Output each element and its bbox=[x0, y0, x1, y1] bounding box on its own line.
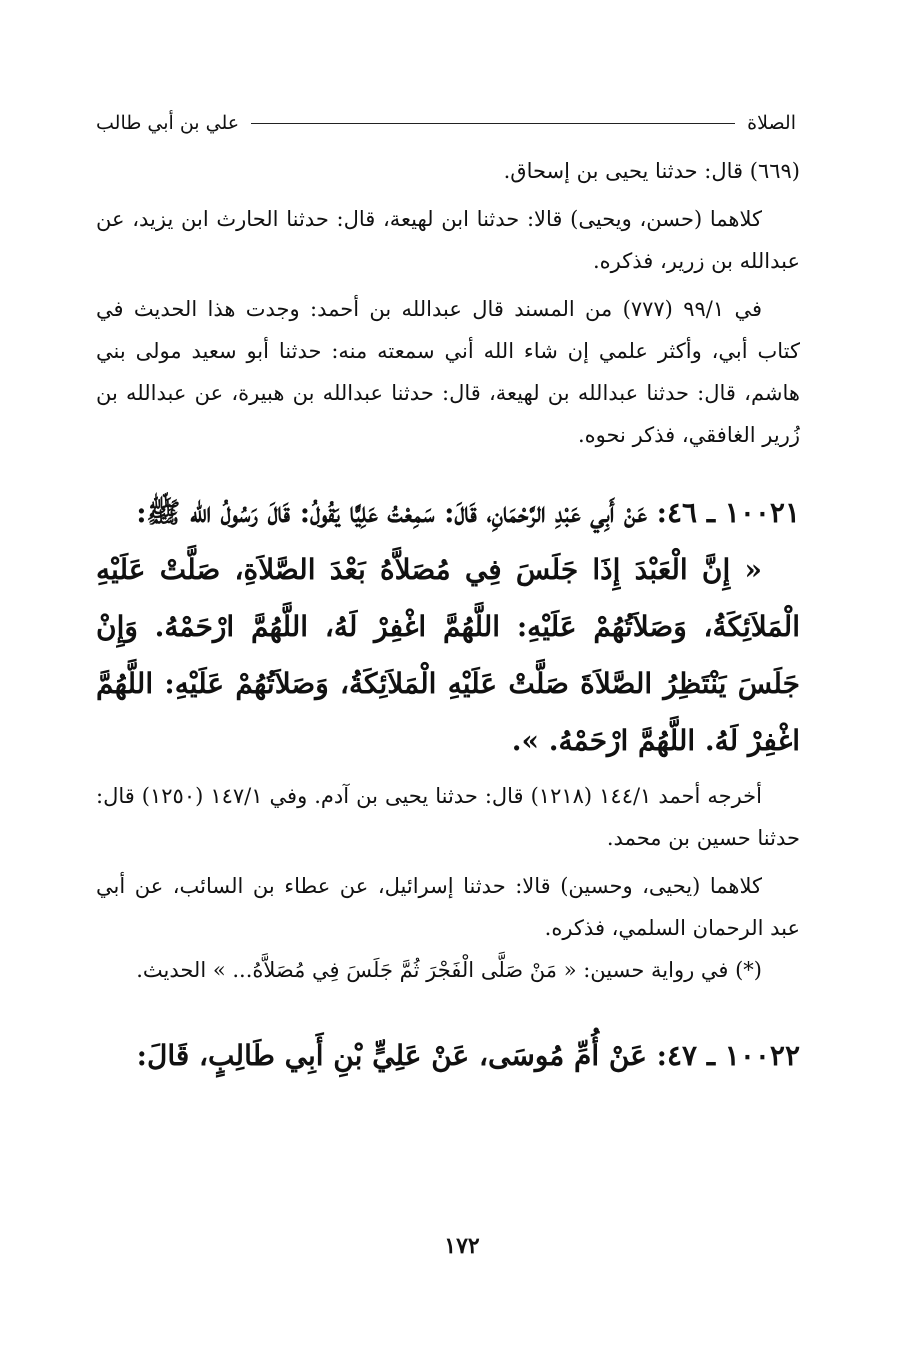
hadith-heading-46: ١٠٠٢١ ـ ٤٦: عَنْ أَبِي عَبْدِ الرَّحْمَانِ، قَالَ: سَمِعْتُ عَلِيًّا يَقُولُ: قَالَ رَسُولُ الله ﷺ: bbox=[136, 496, 800, 529]
header-rule bbox=[251, 123, 735, 124]
variant-note-paragraph: (*) في رواية حسين: « مَنْ صَلَّى الْفَجْرَ ثُمَّ جَلَسَ فِي مُصَلاَّهُ... » الحديث. bbox=[136, 958, 762, 982]
page-number: ١٧٢ bbox=[444, 1233, 480, 1259]
citation-line: (٦٦٩) قال: حدثنا يحيى بن إسحاق. bbox=[503, 159, 800, 183]
hadith-heading-47: ١٠٠٢٢ ـ ٤٧: عَنْ أُمِّ مُوسَى، عَنْ عَلِيٍّ بْنِ أَبِي طَالِبٍ، قَالَ: bbox=[136, 1039, 800, 1072]
hadith-text-46: « إِنَّ الْعَبْدَ إِذَا جَلَسَ فِي مُصَلاَّهُ بَعْدَ الصَّلاَةِ، صَلَّتْ عَلَيْهِ الْمَلاَئِكَةُ، وَصَلاَتُهُمْ عَلَيْهِ: اللَّهُمَّ اغْفِرْ لَهُ، اللَّهُمَّ ارْحَمْهُ. وَإِنْ جَلَسَ يَنْتَظِرُ الصَّلاَةَ صَلَّتْ عَلَيْهِ الْمَلاَئِكَةُ، وَصَلاَتُهُمْ عَلَيْهِ: اللَّهُمَّ اغْفِرْ لَهُ. اللَّهُمَّ ارْحَمْهُ. ». bbox=[96, 553, 800, 757]
page-body bbox=[96, 150, 800, 1084]
running-header bbox=[96, 108, 796, 138]
takhrij-paragraph: أخرجه أحمد ١٤٤/١ (١٢١٨) قال: حدثنا يحيى بن آدم. وفي ١٤٧/١ (١٢٥٠) قال: حدثنا حسين بن محمد. bbox=[96, 784, 800, 850]
chain-paragraph-2: كلاهما (يحيى، وحسين) قالا: حدثنا إسرائيل، عن عطاء بن السائب، عن أبي عبد الرحمان السلمي، فذكره. bbox=[96, 874, 800, 940]
header-section-title: الصلاة bbox=[747, 112, 796, 134]
header-chapter-title: علي بن أبي طالب bbox=[96, 112, 240, 134]
chain-paragraph: كلاهما (حسن، ويحيى) قالا: حدثنا ابن لهيعة، قال: حدثنا الحارث ابن يزيد، عن عبدالله بن زرير، فذكره. bbox=[96, 207, 800, 273]
musnad-note-paragraph: في ٩٩/١ (٧٧٧) من المسند قال عبدالله بن أحمد: وجدت هذا الحديث في كتاب أبي، وأكثر علمي إن شاء الله أني سمعته منه: حدثنا أبو سعيد مولى بني هاشم، قال: حدثنا عبدالله بن لهيعة، قال: حدثنا عبدالله بن هبيرة، عن عبدالله بن زُرير الغافقي، فذكر نحوه. bbox=[96, 297, 800, 447]
